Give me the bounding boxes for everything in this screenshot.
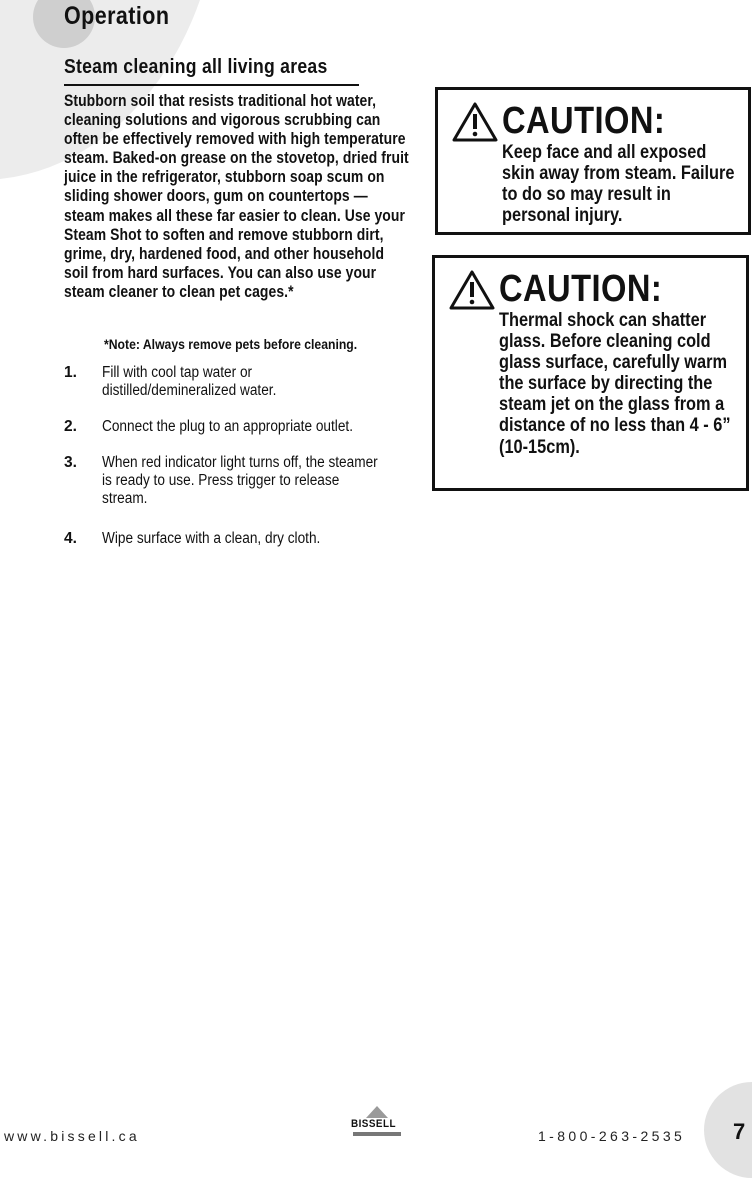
footer-phone: 1-800-263-2535	[538, 1128, 686, 1144]
subheading-underline	[64, 84, 359, 86]
step-number: 4.	[64, 530, 77, 547]
step-text: Connect the plug to an appropriate outlet.	[102, 418, 354, 435]
warning-triangle-icon	[449, 270, 495, 310]
step-text: When red indicator light turns off, the steamer is ready to use. Press trigger to release stream.	[102, 454, 378, 507]
caution-title: CAUTION:	[499, 268, 663, 310]
caution-body: Keep face and all exposed skin away from steam. Failure to do so may result in personal injury.	[502, 142, 735, 227]
pet-note: *Note: Always remove pets before cleaning.	[104, 337, 358, 353]
step-number: 2.	[64, 418, 77, 435]
caution-box-steam	[435, 87, 751, 235]
step-number: 3.	[64, 454, 77, 471]
step-text: Wipe surface with a clean, dry cloth.	[102, 530, 321, 547]
step-number: 1.	[64, 364, 77, 381]
step-text: Fill with cool tap water or distilled/demineralized water.	[102, 364, 277, 399]
section-title: Operation	[64, 2, 170, 30]
subheading: Steam cleaning all living areas	[64, 56, 328, 78]
caution-body: Thermal shock can shatter glass. Before cleaning cold glass surface, carefully warm the surface by directing the steam jet on the glass from a distance of no less than 4 - 6” (10-15cm).	[499, 310, 731, 458]
logo-text: BISSELL	[351, 1118, 396, 1130]
caution-box-thermal	[432, 255, 749, 491]
intro-paragraph: Stubborn soil that resists traditional hot water, cleaning solutions and vigorous scrubbing can often be effectively removed with high temperature steam. Baked-on grease on the stovetop, dried fruit juice in the refrigerator, stubborn soap scum on sliding shower doors, gum on countertops — steam makes all these far easier to clean. Use your Steam Shot to soften and remove stubborn dirt, grime, dry, hardened food, and other household soil from hard surfaces. You can also use your steam cleaner to clean pet cages.*	[64, 92, 409, 301]
page-number: 7	[733, 1119, 746, 1144]
caution-title: CAUTION:	[502, 100, 666, 142]
footer-website: www.bissell.ca	[4, 1128, 140, 1144]
warning-triangle-icon	[452, 102, 498, 142]
